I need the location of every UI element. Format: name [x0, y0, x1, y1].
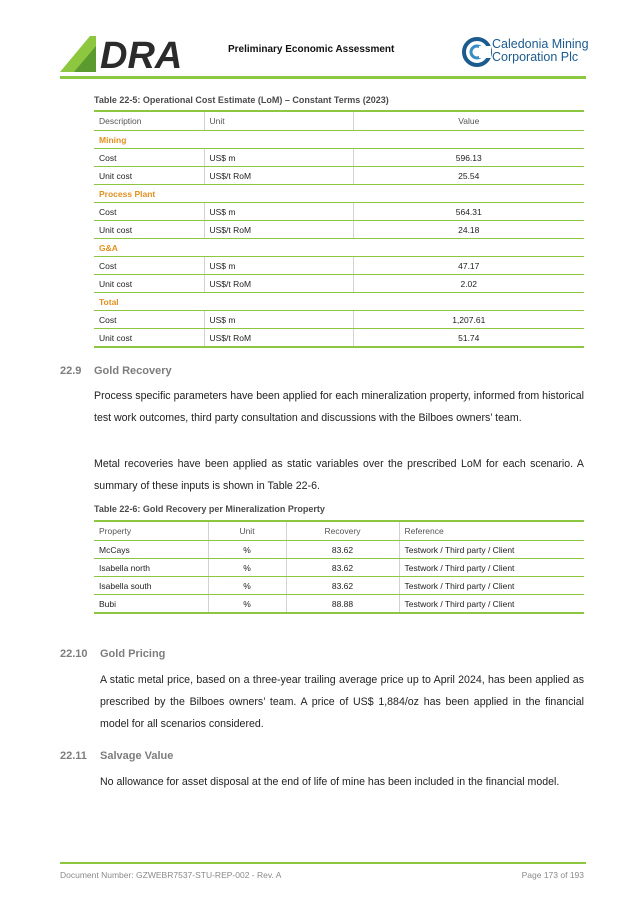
- column-header: Value: [353, 111, 584, 131]
- reference-cell: Testwork / Third party / Client: [399, 595, 584, 614]
- recovery-cell: 83.62: [286, 541, 399, 559]
- table-row: [94, 541, 584, 559]
- unit-cell: US$ m: [204, 311, 353, 329]
- column-header: Unit: [208, 521, 286, 541]
- description-cell: Cost: [94, 257, 204, 275]
- document-number: Document Number: GZWEBR7537-STU-REP-002 - Rev. A: [60, 870, 282, 880]
- operational-cost-table: [94, 110, 584, 348]
- dra-logo: [60, 32, 200, 72]
- caledonia-logo: [462, 36, 590, 72]
- section-number: 22.10: [60, 648, 88, 660]
- table-caption: Table 22-6: Gold Recovery per Mineralization Property: [94, 504, 325, 514]
- unit-cell: US$/t RoM: [204, 167, 353, 185]
- section-heading: [60, 750, 173, 762]
- table-row: [94, 577, 584, 595]
- section-heading: [60, 365, 172, 377]
- unit-cell: %: [208, 595, 286, 614]
- property-cell: McCays: [94, 541, 208, 559]
- property-cell: Isabella south: [94, 577, 208, 595]
- section-heading: [60, 648, 165, 660]
- description-cell: Unit cost: [94, 329, 204, 348]
- description-cell: Unit cost: [94, 221, 204, 239]
- value-cell: 564.31: [353, 203, 584, 221]
- unit-cell: %: [208, 577, 286, 595]
- category-row: [94, 185, 584, 203]
- column-header: Recovery: [286, 521, 399, 541]
- company-name-line1: Caledonia Mining: [492, 37, 589, 51]
- table-row: [94, 559, 584, 577]
- table-caption: Table 22-5: Operational Cost Estimate (LoM) – Constant Terms (2023): [94, 95, 389, 105]
- recovery-cell: 83.62: [286, 577, 399, 595]
- reference-cell: Testwork / Third party / Client: [399, 577, 584, 595]
- column-header: Description: [94, 111, 204, 131]
- paragraph: Metal recoveries have been applied as static variables over the prescribed LoM for each scenario. A summary of these inputs is shown in Table 22-6.: [94, 458, 584, 492]
- svg-text:DRA: DRA: [100, 35, 183, 72]
- column-header: Property: [94, 521, 208, 541]
- unit-cell: US$ m: [204, 257, 353, 275]
- description-cell: Cost: [94, 203, 204, 221]
- reference-cell: Testwork / Third party / Client: [399, 559, 584, 577]
- description-cell: Cost: [94, 149, 204, 167]
- paragraph: Process specific parameters have been applied for each mineralization property, informed from historical test work outcomes, third party consultation and discussions with the Bilboes owners’ team.: [94, 390, 584, 424]
- table-row: [94, 329, 584, 348]
- section-title: Gold Pricing: [100, 648, 166, 660]
- unit-cell: %: [208, 541, 286, 559]
- page-header: [60, 30, 589, 74]
- unit-cell: US$ m: [204, 203, 353, 221]
- value-cell: 47.17: [353, 257, 584, 275]
- header-divider: [60, 76, 586, 79]
- column-header: Reference: [399, 521, 584, 541]
- unit-cell: US$/t RoM: [204, 221, 353, 239]
- paragraph: No allowance for asset disposal at the end of life of mine has been included in the financial model.: [100, 776, 560, 788]
- value-cell: 24.18: [353, 221, 584, 239]
- table-row: [94, 311, 584, 329]
- table-row: [94, 275, 584, 293]
- reference-cell: Testwork / Third party / Client: [399, 541, 584, 559]
- recovery-cell: 83.62: [286, 559, 399, 577]
- table-row: [94, 257, 584, 275]
- category-row: [94, 293, 584, 311]
- footer-divider: [60, 862, 586, 864]
- category-label: Process Plant: [94, 185, 584, 203]
- value-cell: 1,207.61: [353, 311, 584, 329]
- company-name-line2: Corporation Plc: [492, 50, 579, 64]
- value-cell: 25.54: [353, 167, 584, 185]
- table-header-row: [94, 521, 584, 541]
- section-number: 22.9: [60, 365, 82, 377]
- table-row: [94, 595, 584, 614]
- gold-recovery-table: [94, 520, 584, 614]
- section-title: Gold Recovery: [94, 365, 172, 377]
- section-number: 22.11: [60, 750, 87, 762]
- header-title: Preliminary Economic Assessment: [228, 44, 395, 55]
- table-row: [94, 149, 584, 167]
- table-row: [94, 167, 584, 185]
- category-label: Mining: [94, 131, 584, 149]
- unit-cell: US$/t RoM: [204, 329, 353, 348]
- unit-cell: US$/t RoM: [204, 275, 353, 293]
- caledonia-emblem-icon: [462, 36, 492, 68]
- description-cell: Unit cost: [94, 167, 204, 185]
- description-cell: Cost: [94, 311, 204, 329]
- category-label: Total: [94, 293, 584, 311]
- section-title: Salvage Value: [100, 750, 174, 762]
- category-label: G&A: [94, 239, 584, 257]
- category-row: [94, 131, 584, 149]
- table-row: [94, 203, 584, 221]
- property-cell: Bubi: [94, 595, 208, 614]
- description-cell: Unit cost: [94, 275, 204, 293]
- property-cell: Isabella north: [94, 559, 208, 577]
- unit-cell: %: [208, 559, 286, 577]
- value-cell: 596.13: [353, 149, 584, 167]
- page-number: Page 173 of 193: [521, 870, 584, 880]
- category-row: [94, 239, 584, 257]
- column-header: Unit: [204, 111, 353, 131]
- value-cell: 2.02: [353, 275, 584, 293]
- table-row: [94, 221, 584, 239]
- table-header-row: [94, 111, 584, 131]
- unit-cell: US$ m: [204, 149, 353, 167]
- paragraph: A static metal price, based on a three-year trailing average price up to April 2024, has been applied as prescribed by the Bilboes owners’ team. A price of US$ 1,884/oz has been applied in the financial model for all scenarios considered.: [100, 674, 584, 730]
- recovery-cell: 88.88: [286, 595, 399, 614]
- value-cell: 51.74: [353, 329, 584, 348]
